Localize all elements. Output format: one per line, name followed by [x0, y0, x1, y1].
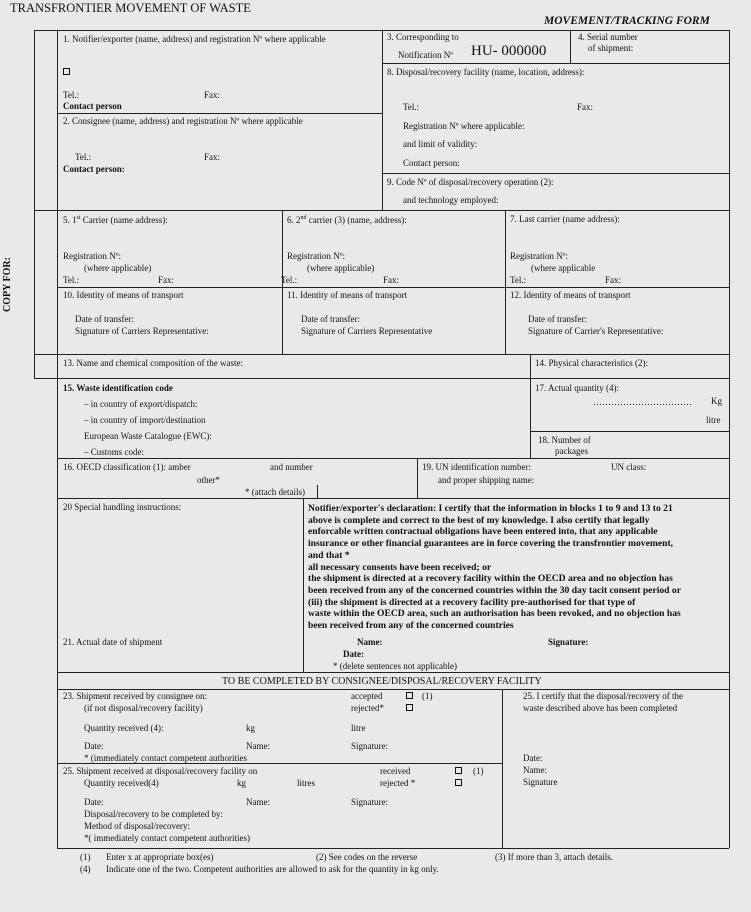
footnote-1: Enter x at appropriate box(es): [106, 852, 214, 862]
block25b-kg: kg: [237, 778, 246, 788]
accepted-checkbox[interactable]: [406, 692, 413, 699]
footnote-4: Indicate one of the two. Competent authorities are allowed to ask for the quantity in kg only.: [106, 864, 439, 874]
block23-rejected: rejected*: [351, 703, 384, 713]
carrier3-label: 7. Last carrier (name address):: [510, 214, 620, 224]
block8-registration: Registration Nº where applicable:: [403, 121, 525, 131]
transport1-label: 10. Identity of means of transport: [63, 290, 184, 300]
form-subtitle: MOVEMENT/TRACKING FORM: [544, 15, 710, 27]
declaration-date: Date:: [343, 649, 364, 659]
block1-fax: Fax:: [204, 90, 221, 100]
carrier1-label: 5. 1st Carrier (name address):: [63, 215, 168, 225]
consignee-section-header: TO BE COMPLETED BY CONSIGNEE/DISPOSAL/RECOVERY FACILITY: [222, 676, 542, 687]
carrier3-registration: Registration Nº:: [510, 251, 569, 261]
block15-label: 15. Waste identification code: [63, 383, 173, 393]
block25b-rejected: rejected *: [380, 778, 416, 788]
block15-customs: – Customs code:: [84, 447, 144, 457]
block15-import: – in country of import/destination: [84, 415, 206, 425]
declaration-signature: Signature:: [548, 637, 589, 647]
block25a-label2: waste described above has been completed: [523, 703, 678, 713]
carrier3-tel: Tel.:: [510, 275, 527, 285]
block13-label: 13. Name and chemical composition of the waste:: [63, 358, 243, 368]
block23-signature: Signature:: [351, 741, 388, 751]
carrier2-registration: Registration Nº:: [287, 251, 346, 261]
block16-other: other*: [197, 475, 220, 485]
block2-contact: Contact person:: [63, 164, 125, 174]
copy-for-label: COPY FOR:: [2, 257, 13, 312]
carrier1-where: (where applicable): [84, 263, 152, 273]
block8-label: 8. Disposal/recovery facility (name, location, address):: [387, 67, 585, 77]
transport2-date: Date of transfer:: [301, 314, 360, 324]
block15-export: – in country of export/dispatch:: [84, 399, 198, 409]
block17-kg: Kg: [711, 396, 722, 406]
block18-label2: packages: [555, 446, 588, 456]
block1-contact: Contact person: [63, 101, 122, 111]
block8-tel: Tel.:: [403, 102, 420, 112]
block25a-name: Name:: [523, 765, 547, 775]
block23-label: 23. Shipment received by consignee on:: [63, 691, 207, 701]
block25b-date: Date:: [84, 797, 104, 807]
block2-tel: Tel.:: [75, 152, 92, 162]
footnote-3: (3) If more than 3, attach details.: [495, 852, 613, 862]
block23-kg: kg: [246, 723, 255, 733]
block25a-date: Date:: [523, 753, 543, 763]
block23-sub: (if not disposal/recovery facility): [84, 703, 203, 713]
block17-dots: ……………………………: [593, 397, 692, 407]
block1-label: 1. Notifier/exporter (name, address) and registration Nº where applicable: [63, 34, 326, 44]
declaration-name: Name:: [357, 637, 383, 647]
block25b-signature: Signature:: [351, 797, 388, 807]
block25b-note: *( immediately contact competent authorities): [84, 833, 250, 843]
block15-ewc: European Waste Catalogue (EWC):: [84, 431, 212, 441]
footnote-2: (2) See codes on the reverse: [316, 852, 418, 862]
notification-number: HU- 000000: [471, 43, 547, 59]
block8-fax: Fax:: [577, 102, 594, 112]
block25b-litres: litres: [297, 778, 315, 788]
block8-validity: and limit of validity:: [403, 139, 478, 149]
footnote-1-num: (1): [80, 852, 91, 862]
block20-label: 20 Special handling instructions:: [63, 502, 182, 512]
form-title: TRANSFRONTIER MOVEMENT OF WASTE: [10, 1, 251, 15]
block9-label2: and technology employed:: [403, 195, 499, 205]
block16-attach: * (attach details): [245, 487, 305, 497]
carrier2-label: 6. 2nd carrier (3) (name, address):: [287, 215, 407, 225]
block23-litre: litre: [351, 723, 366, 733]
rejected-facility-checkbox[interactable]: [455, 779, 462, 786]
block4-label2: of shipment:: [588, 43, 634, 53]
block25a-signature: Signature: [523, 777, 558, 787]
notification-label: Notification Nº: [398, 50, 454, 60]
declaration-delete-note: * (delete sentences not applicable): [333, 661, 457, 671]
notifier-checkbox[interactable]: [63, 68, 70, 75]
block25b-name: Name:: [246, 797, 270, 807]
block3-label: 3. Corresponding to: [387, 32, 459, 42]
carrier1-fax: Fax:: [158, 275, 175, 285]
block17-label: 17. Actual quantity (4):: [535, 383, 619, 393]
block17-litre: litre: [706, 415, 721, 425]
block8-contact: Contact person:: [403, 158, 460, 168]
carrier1-registration: Registration Nº:: [63, 251, 122, 261]
transport2-signature: Signature of Carriers Representative: [301, 326, 433, 336]
block19-shipping: and proper shipping name:: [438, 475, 535, 485]
transport2-label: 11. Identity of means of transport: [287, 290, 408, 300]
rejected-checkbox[interactable]: [406, 704, 413, 711]
carrier3-fax: Fax:: [605, 275, 622, 285]
block16-label: 16. OECD classification (1): amber: [63, 462, 191, 472]
block25b-received: received: [380, 766, 411, 776]
block19-un-class: UN class:: [611, 462, 647, 472]
block4-label: 4. Serial number: [578, 32, 638, 42]
block25a-label: 25. I certify that the disposal/recovery of the: [523, 691, 683, 701]
block23-name: Name:: [246, 741, 270, 751]
transport3-signature: Signature of Carrier's Representative:: [528, 326, 664, 336]
block25b-completed: Disposal/recovery to be completed by:: [84, 809, 223, 819]
carrier3-where: (where applicable: [531, 263, 596, 273]
block25b-qty: Quantity received(4): [84, 778, 159, 788]
block2-label: 2. Consignee (name, address) and registration Nº where applicable: [63, 116, 303, 126]
block23-note: * (immediately contact competent authorities: [84, 753, 247, 763]
footnote-4-num: (4): [80, 864, 91, 874]
block23-date: Date:: [84, 741, 104, 751]
block21-label: 21. Actual date of shipment: [63, 637, 163, 647]
block23-note-ref: (1): [422, 691, 433, 701]
block14-label: 14. Physical characteristics (2):: [535, 358, 648, 368]
transport3-label: 12. Identity of means of transport: [510, 290, 631, 300]
block16-and-number: and number: [270, 462, 313, 472]
carrier2-tel: Tel.:: [281, 275, 298, 285]
block1-tel: Tel.:: [63, 90, 80, 100]
carrier1-tel: Tel.:: [63, 275, 80, 285]
transport1-date: Date of transfer:: [75, 314, 134, 324]
block25b-label: 25. Shipment received at disposal/recovery facility on: [63, 766, 258, 776]
transport1-signature: Signature of Carriers Representative:: [75, 326, 209, 336]
block25b-method: Method of disposal/recovery:: [84, 821, 190, 831]
block19-label: 19. UN identification number:: [422, 462, 531, 472]
block2-fax: Fax:: [204, 152, 221, 162]
block9-label: 9. Code Nº of disposal/recovery operation (2):: [387, 177, 554, 187]
carrier2-where: (where applicable): [307, 263, 375, 273]
block18-label: 18. Number of: [538, 435, 591, 445]
carrier2-fax: Fax:: [383, 275, 400, 285]
received-checkbox[interactable]: [455, 767, 462, 774]
block25b-note-ref: (1): [473, 766, 484, 776]
block23-accepted: accepted: [351, 691, 383, 701]
block23-qty: Quantity received (4):: [84, 723, 164, 733]
declaration-text: Notifier/exporter's declaration: I certify that the information in blocks 1 to 9 and 13 to 21 above is complete and correct to the best of my knowledge. I also certify that legally enforcable written contractual obligations have been entered into, that any applicable insurance or other financial guarantees are in force covering the transfrontier movement, and that * all necessary consents have been received; or the shipment is directed at a recovery facility within the OECD area and no objection has been received from any of the concerned countries within the 30 day tacit consent period or (iii) the shipment is directed at a recovery facility pre-authorised for that type of waste within the OECD area, such an authorisation has been revoked, and no objection has been received from any of the concerned countries: [308, 503, 681, 632]
transport3-date: Date of transfer:: [528, 314, 587, 324]
